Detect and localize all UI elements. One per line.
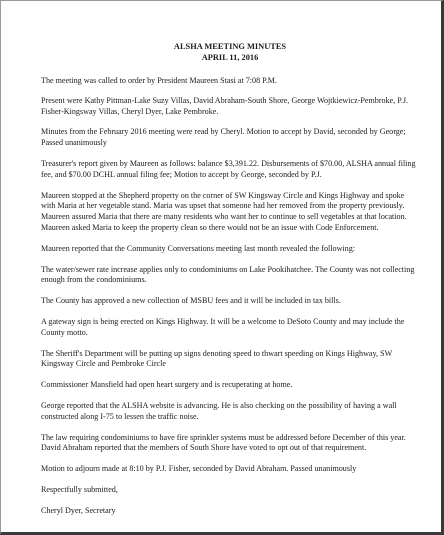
paragraph-fire-sprinkler: The law requiring condominiums to have fire sprinkler systems must be addressed before December of this year. David Abraham reported that the members of South Shore have voted to opt out of that requirement.	[41, 432, 406, 453]
paragraph-community-conversations: Maureen reported that the Community Conversations meeting last month revealed the following:	[41, 243, 356, 253]
paragraph-water-sewer: The water/sewer rate increase applies only to condominiums on Lake Pookihatchee. The County was not collecting enough from the condominiums.	[41, 264, 415, 285]
paragraph-attendance: Present were Kathy Pittman-Lake Suzy Villas, David Abraham-South Shore, George Wojtkiewicz-Pembroke, P.J. Fisher-Kingsway Villas, Cheryl Dyer, Lake Pembroke.	[41, 95, 409, 116]
document-body	[41, 41, 419, 517]
paragraph-gateway-sign: A gateway sign is being erected on Kings Highway. It will be a welcome to DeSoto County and may include the County motto.	[41, 316, 405, 337]
paragraph-commissioner: Commissioner Mansfield had open heart surgery and is recuperating at home.	[41, 380, 293, 390]
document-title-block	[41, 41, 419, 63]
paragraph-adjourn: Motion to adjourn made at 8:10 by P.J. Fisher, seconded by David Abraham. Passed unanimously	[41, 464, 357, 474]
paragraph-msbu-fees: The County has approved a new collection of MSBU fees and it will be included in tax bills.	[41, 296, 341, 306]
paragraph-closing: Respectfully submitted,	[41, 484, 118, 494]
document-date: APRIL 11, 2016	[201, 53, 259, 62]
paragraph-treasurer-report: Treasurer's report given by Maureen as follows: balance $3,391.22. Disbursements of $70.00, ALSHA annual filing fee, and $70.00 DCHL annual filing fee; Motion to accept by George, seconded by P.J.	[41, 158, 416, 179]
document-title: ALSHA MEETING MINUTES	[173, 42, 287, 51]
paragraph-call-to-order: The meeting was called to order by President Maureen Stasi at 7:08 P.M.	[41, 76, 278, 85]
paragraph-speed-signs: The Sheriff's Department will be putting up signs denoting speed to thwart speeding on Kings Highway, SW Kingsway Circle and Pembroke Circle	[41, 348, 393, 369]
paragraph-shepherd-property: Maureen stopped at the Shepherd property on the corner of SW Kingsway Circle and Kings Highway and spoke with Maria at her vegetable stand. Maria was upset that someone had her removed from the property previously. Maureen assured Maria that there are many residents who want her to continue to sell vegetables at that location. Maureen asked Maria to keep the property clean so there would not be an issue with Code Enforcement.	[41, 190, 407, 232]
paragraph-website: George reported that the ALSHA website is advancing. He is also checking on the possibility of having a wall constructed along I-75 to lessen the traffic noise.	[41, 400, 397, 421]
paragraph-minutes: Minutes from the February 2016 meeting were read by Cheryl. Motion to accept by David, seconded by George; Passed unanimously	[41, 127, 406, 148]
paragraph-signature: Cheryl Dyer, Secretary	[41, 505, 116, 515]
